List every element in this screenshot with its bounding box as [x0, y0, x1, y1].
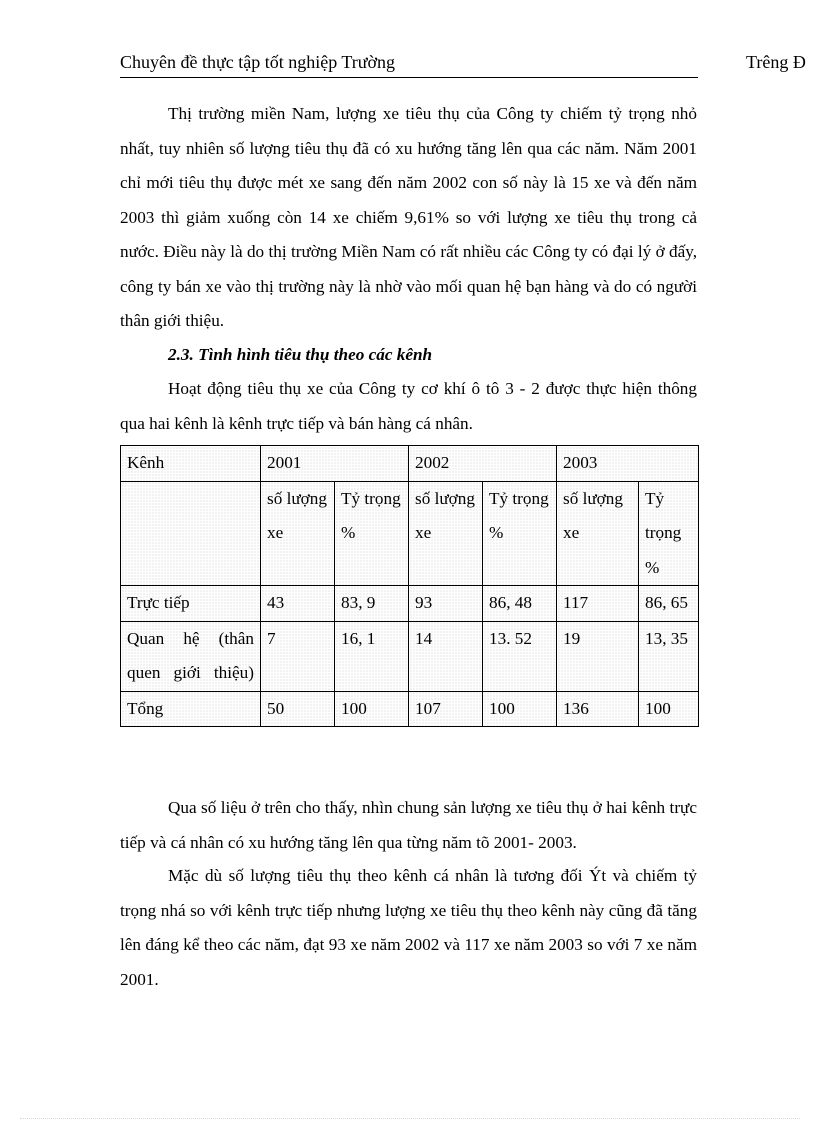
- sales-by-channel-table: [120, 445, 699, 727]
- qty-cell: 136: [557, 691, 639, 727]
- header-title: Chuyên đề thực tập tốt nghiệp Trường: [120, 52, 396, 72]
- section-heading: 2.3. Tình hình tiêu thụ theo các kênh: [168, 345, 433, 364]
- share-cell: 86, 48: [483, 586, 557, 622]
- share-cell: 100: [639, 691, 699, 727]
- paragraph-channels-intro: Hoạt động tiêu thụ xe của Công ty cơ khí ô tô 3 - 2 được thực hiện thông qua hai kênh là kênh trực tiếp và bán hàng cá nhân.: [120, 379, 697, 433]
- year-header-2003: 2003: [557, 446, 699, 482]
- qty-cell: 50: [261, 691, 335, 727]
- empty-cell: [121, 481, 261, 586]
- qty-cell: 43: [261, 586, 335, 622]
- paragraph-personal-channel: Mặc dù số lượng tiêu thụ theo kênh cá nhân là tương đối Ýt và chiếm tỷ trọng nhá so với kênh trực tiếp nhưng lượng xe tiêu thụ theo kênh này cũng đã tăng lên đáng kể theo các năm, đạt 93 xe năm 2002 và 117 xe năm 2003 so với 7 xe năm 2001.: [120, 866, 697, 989]
- table-row: [121, 691, 699, 727]
- channel-cell: Tổng: [121, 691, 261, 727]
- qty-cell: 14: [409, 621, 483, 691]
- header-school: Trêng Đ: [746, 52, 806, 72]
- channel-cell: Quan hệ (thân quen giới thiệu): [121, 621, 261, 691]
- channel-header: Kênh: [121, 446, 261, 482]
- share-header-2003: Tỷ trọng %: [639, 481, 699, 586]
- paragraph-south-market: Thị trường miền Nam, lượng xe tiêu thụ của Công ty chiếm tỷ trọng nhỏ nhất, tuy nhiên số lượng tiêu thụ đã có xu hướng tăng lên qua các năm. Năm 2001 chỉ mới tiêu thụ được mét xe sang đến năm 2002 con số này là 15 xe và đến năm 2003 thì giảm xuống còn 14 xe chiếm 9,61% so với lượng xe tiêu thụ trong cả nước. Điều này là do thị trường Miền Nam có rất nhiều các Công ty có đại lý ở đấy, công ty bán xe vào thị trường này là nhờ vào mối quan hệ bạn hàng và do có người thân giới thiệu.: [120, 104, 697, 330]
- share-cell: 13. 52: [483, 621, 557, 691]
- qty-header-2001: số lượng xe: [261, 481, 335, 586]
- share-cell: 16, 1: [335, 621, 409, 691]
- year-header-2001: 2001: [261, 446, 409, 482]
- page-bottom-border: [20, 1118, 800, 1119]
- qty-cell: 93: [409, 586, 483, 622]
- share-cell: 100: [335, 691, 409, 727]
- channel-cell: Trực tiếp: [121, 586, 261, 622]
- qty-header-2002: số lượng xe: [409, 481, 483, 586]
- header-rule: [120, 77, 698, 78]
- share-header-2001: Tỷ trọng %: [335, 481, 409, 586]
- year-header-2002: 2002: [409, 446, 557, 482]
- table-subheader-row: [121, 481, 699, 586]
- qty-cell: 7: [261, 621, 335, 691]
- table-row: [121, 586, 699, 622]
- share-header-2002: Tỷ trọng %: [483, 481, 557, 586]
- qty-cell: 117: [557, 586, 639, 622]
- share-cell: 83, 9: [335, 586, 409, 622]
- qty-cell: 107: [409, 691, 483, 727]
- qty-cell: 19: [557, 621, 639, 691]
- share-cell: 86, 65: [639, 586, 699, 622]
- table-header-row: [121, 446, 699, 482]
- share-cell: 100: [483, 691, 557, 727]
- qty-header-2003: số lượng xe: [557, 481, 639, 586]
- table-row: [121, 621, 699, 691]
- paragraph-trend-summary: Qua số liệu ở trên cho thấy, nhìn chung sản lượng xe tiêu thụ ở hai kênh trực tiếp và cá nhân có xu hướng tăng lên qua từng năm tõ 2001- 2003.: [120, 798, 697, 852]
- share-cell: 13, 35: [639, 621, 699, 691]
